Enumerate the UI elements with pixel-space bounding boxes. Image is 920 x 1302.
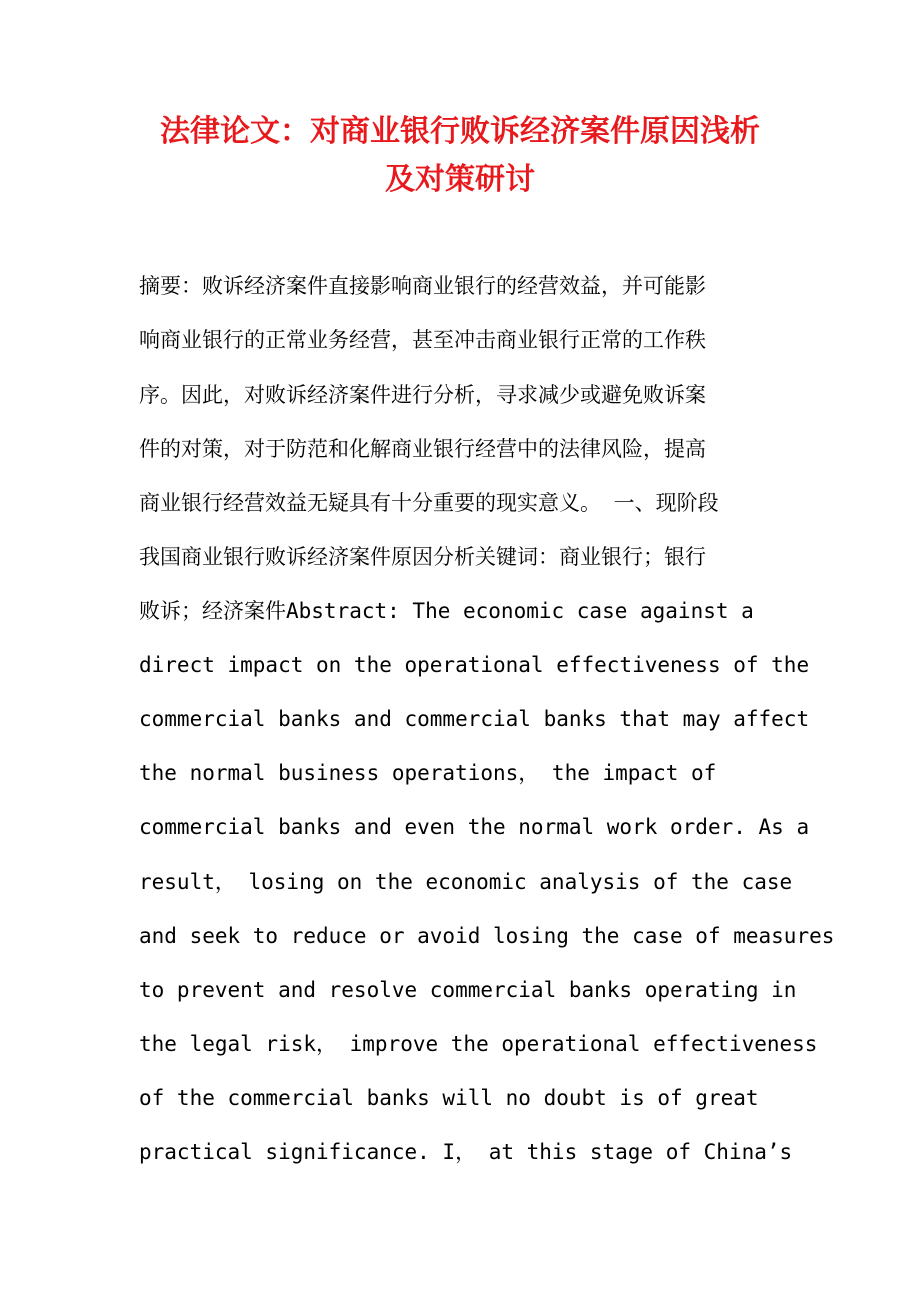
body-line: 序。因此，对败诉经济案件进行分析，寻求减少或避免败诉案 bbox=[139, 383, 706, 407]
body-line: result， losing on the economic analysis of the case bbox=[139, 870, 793, 894]
body-line: the legal risk， improve the operational effectiveness bbox=[139, 1032, 818, 1056]
document-title-line-2: 及对策研讨 bbox=[385, 162, 535, 197]
body-line: and seek to reduce or avoid losing the case of measures bbox=[139, 924, 835, 948]
body-line: 败诉；经济案件Abstract: The economic case against a bbox=[139, 599, 754, 623]
body-line: of the commercial banks will no doubt is of great bbox=[139, 1086, 759, 1110]
body-line: direct impact on the operational effectiveness of the bbox=[139, 653, 810, 677]
body-line: to prevent and resolve commercial banks operating in bbox=[139, 978, 797, 1002]
body-line: 摘要：败诉经济案件直接影响商业银行的经营效益，并可能影 bbox=[139, 274, 706, 298]
body-line: the normal business operations， the impact of bbox=[139, 761, 717, 785]
document-title-line-1: 法律论文：对商业银行败诉经济案件原因浅析 bbox=[160, 114, 760, 149]
body-line: 商业银行经营效益无疑具有十分重要的现实意义。 一、现阶段 bbox=[139, 491, 719, 515]
body-line: 响商业银行的正常业务经营，甚至冲击商业银行正常的工作秩 bbox=[139, 328, 706, 352]
body-line: commercial banks and even the normal work order. As a bbox=[139, 815, 810, 839]
body-line: commercial banks and commercial banks that may affect bbox=[139, 707, 810, 731]
body-line: 件的对策，对于防范和化解商业银行经营中的法律风险，提高 bbox=[139, 437, 706, 461]
body-line: practical significance. I， at this stage of China’s bbox=[139, 1140, 793, 1164]
body-line: 我国商业银行败诉经济案件原因分析关键词：商业银行；银行 bbox=[139, 545, 706, 569]
